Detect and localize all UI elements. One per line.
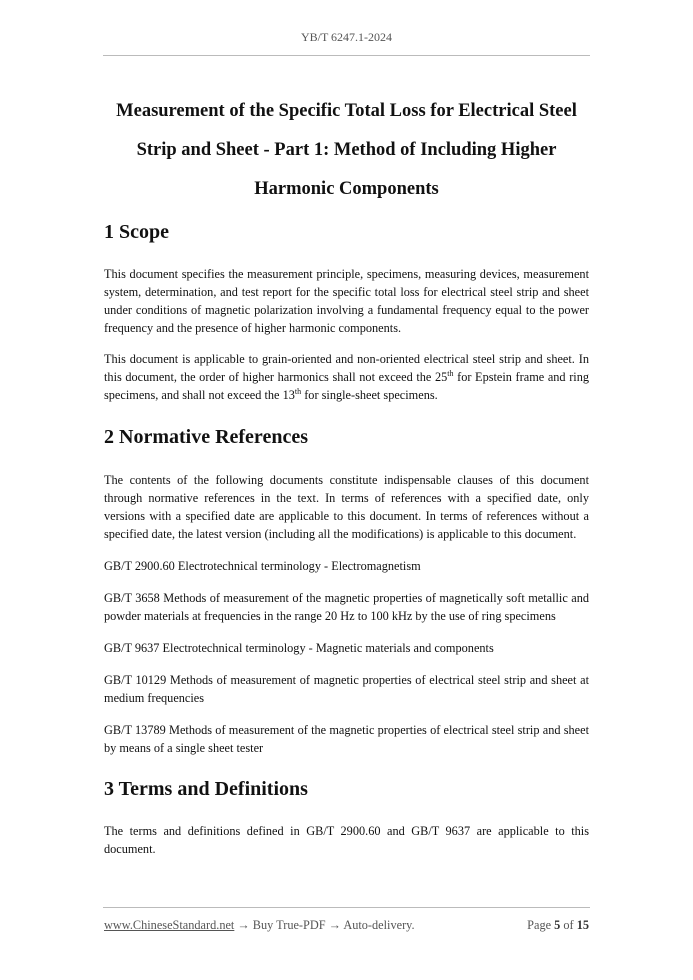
section-heading-scope: 1 Scope — [104, 221, 169, 243]
footer-promo — [104, 918, 415, 933]
reference-item: GB/T 13789 Methods of measurement of the magnetic properties of electrical steel strip and sheet by means of a single sheet tester — [104, 723, 589, 755]
header-standard-code: YB/T 6247.1-2024 — [300, 30, 393, 44]
scope-paragraph-1: This document specifies the measurement principle, specimens, measuring devices, measurement system, determination, and test report for the specific total loss for electrical steel strip and sheet under conditions of magnetic polarization involving a fundamental frequency equal to the power frequency and the presence of higher harmonic components. — [104, 267, 589, 335]
reference-item: GB/T 9637 Electrotechnical terminology - Magnetic materials and components — [104, 641, 494, 655]
section-heading-terms-and-definitions: 3 Terms and Definitions — [104, 778, 308, 800]
footer-divider — [103, 907, 590, 908]
document-title: Measurement of the Specific Total Loss for Electrical Steel Strip and Sheet - Part 1: Method of Including Higher Harmonic Components — [116, 101, 577, 199]
terms-paragraph: The terms and definitions defined in GB/T 2900.60 and GB/T 9637 are applicable to this document. — [104, 824, 589, 856]
section-heading-normative-references: 2 Normative References — [104, 426, 308, 448]
site-link[interactable]: www.ChineseStandard.net — [104, 918, 235, 932]
reference-item: GB/T 2900.60 Electrotechnical terminology - Electromagnetism — [104, 559, 421, 573]
page-number: Page 5 of 15 — [527, 918, 589, 932]
reference-item: GB/T 10129 Methods of measurement of magnetic properties of electrical steel strip and sheet at medium frequencies — [104, 673, 589, 705]
normative-references-intro: The contents of the following documents constitute indispensable clauses of this document through normative references in the text. In terms of references with a specified date, only versions with a specified date are applicable to this document. In terms of references without a specified date, the latest version (including all the modifications) is applicable to this document. — [104, 473, 589, 541]
scope-paragraph-2: This document is applicable to grain-oriented and non-oriented electrical steel strip and sheet. In this document, the order of higher harmonics shall not exceed the 25th for Epstein frame and ring specimens, and shall not exceed the 13th for single-sheet specimens. — [104, 352, 589, 402]
footer-promo-text: → Buy True-PDF → Auto-delivery. — [234, 918, 415, 932]
reference-item: GB/T 3658 Methods of measurement of the magnetic properties of magnetically soft metallic and powder materials at frequencies in the range 20 Hz to 100 kHz by the use of ring specimens — [104, 591, 589, 623]
header-divider — [103, 55, 590, 56]
